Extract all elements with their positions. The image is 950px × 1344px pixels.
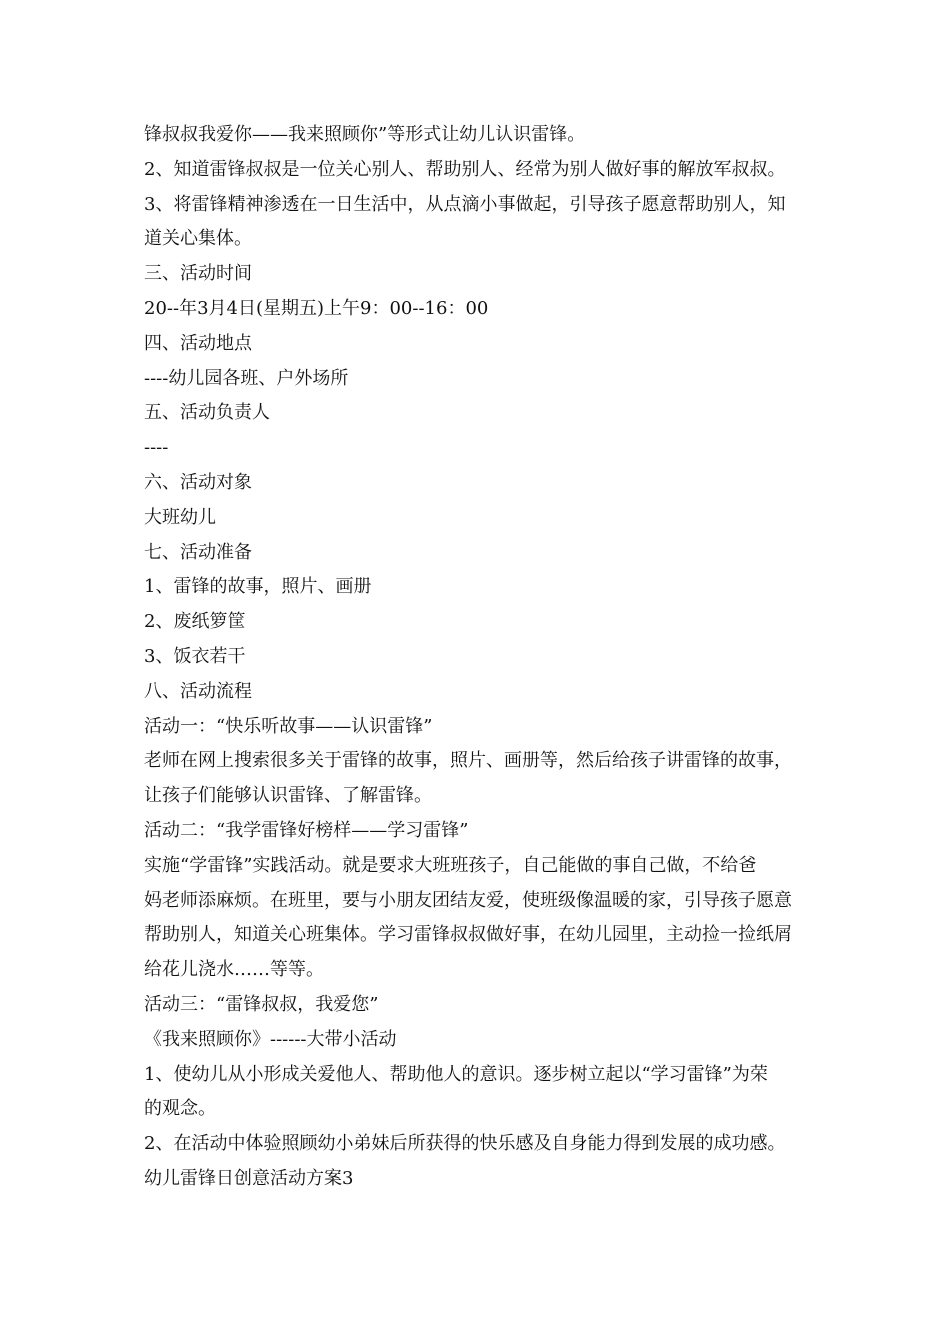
section-heading: 四、活动地点 xyxy=(144,332,252,354)
text-line: 2、知道雷锋叔叔是一位关心别人、帮助别人、经常为别人做好事的解放军叔叔。 xyxy=(144,158,786,180)
text-line: 《我来照顾你》------大带小活动 xyxy=(144,1028,397,1050)
text-line: 20--年3月4日(星期五)上午9：00--16：00 xyxy=(144,297,489,319)
text-line: 3、将雷锋精神渗透在一日生活中，从点滴小事做起，引导孩子愿意帮助别人，知 xyxy=(144,193,786,215)
section-heading: 三、活动时间 xyxy=(144,263,252,285)
text-line: 大班幼儿 xyxy=(144,506,216,528)
text-line: 锋叔叔我爱你——我来照顾你”等形式让幼儿认识雷锋。 xyxy=(144,124,586,145)
section-heading: 八、活动流程 xyxy=(144,680,252,702)
activity-heading: 活动三：“雷锋叔叔，我爱您” xyxy=(144,993,379,1015)
document-subtitle: 幼儿雷锋日创意活动方案3 xyxy=(144,1167,354,1189)
text-line: 给花儿浇水……等等。 xyxy=(144,959,324,981)
text-line: 2、废纸箩筐 xyxy=(144,611,246,633)
text-line: 实施“学雷锋”实践活动。就是要求大班班孩子，自己能做的事自己做，不给爸 xyxy=(144,854,757,876)
text-line: 帮助别人，知道关心班集体。学习雷锋叔叔做好事，在幼儿园里，主动捡一捡纸屑 xyxy=(144,924,792,946)
section-heading: 六、活动对象 xyxy=(144,471,252,493)
text-line: 1、使幼儿从小形成关爱他人、帮助他人的意识。逐步树立起以“学习雷锋”为荣 xyxy=(144,1063,768,1085)
activity-heading: 活动二：“我学雷锋好榜样——学习雷锋” xyxy=(144,819,469,841)
text-line: 2、在活动中体验照顾幼小弟妹后所获得的快乐感及自身能力得到发展的成功感。 xyxy=(144,1133,786,1155)
text-line: 3、饭衣若干 xyxy=(144,645,246,667)
text-line: 道关心集体。 xyxy=(144,228,252,250)
section-heading: 七、活动准备 xyxy=(144,541,252,563)
document-page xyxy=(144,118,824,1197)
text-line: 1、雷锋的故事，照片、画册 xyxy=(144,576,372,598)
text-line: ---- xyxy=(144,437,169,459)
text-line: 妈老师添麻烦。在班里，要与小朋友团结友爱，使班级像温暖的家，引导孩子愿意 xyxy=(144,889,792,911)
text-line: 老师在网上搜索很多关于雷锋的故事，照片、画册等，然后给孩子讲雷锋的故事， xyxy=(144,750,792,772)
text-line: 的观念。 xyxy=(144,1098,216,1120)
text-line: ----幼儿园各班、户外场所 xyxy=(144,367,349,389)
text-line: 让孩子们能够认识雷锋、了解雷锋。 xyxy=(144,785,432,807)
activity-heading: 活动一：“快乐听故事——认识雷锋” xyxy=(144,715,433,737)
section-heading: 五、活动负责人 xyxy=(144,402,270,424)
